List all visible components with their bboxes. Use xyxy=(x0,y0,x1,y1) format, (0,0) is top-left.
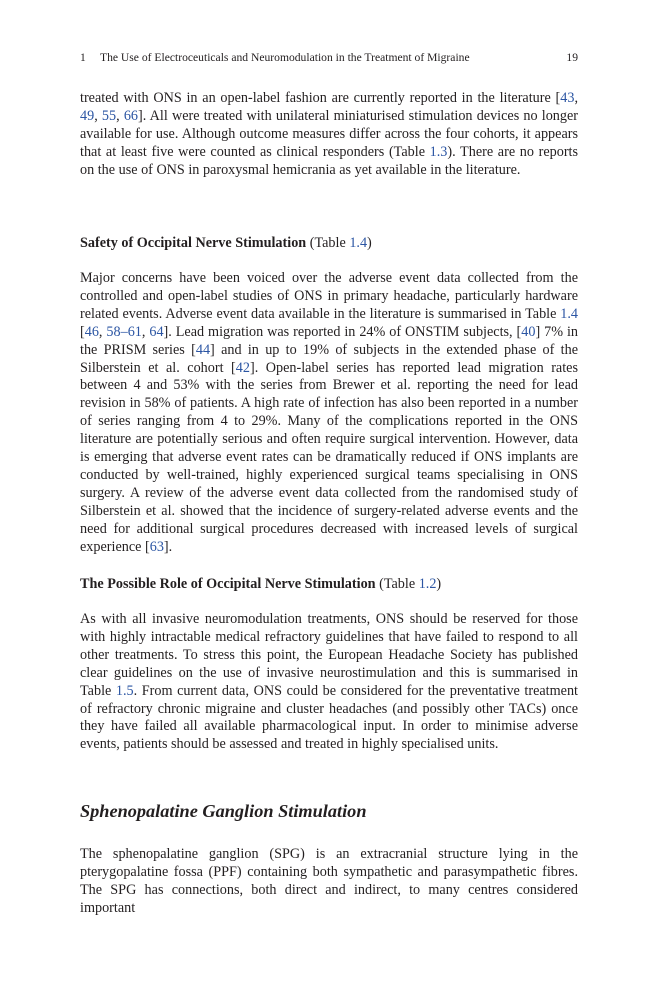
paragraph-spg-intro xyxy=(80,846,578,918)
table-reference-link[interactable]: 1.3 xyxy=(429,143,448,160)
chapter-number: 1 xyxy=(80,51,86,64)
text-run: [ xyxy=(80,323,85,340)
text-run: . From current data, ONS could be considered for the preventative treatment of refractory chronic migraine and cluster headaches (and possibly other TACs) once they have failed all available pharmacological input. In order to minimise adverse events, patients should be assessed and treated in highly specialised units. xyxy=(80,682,578,753)
subheading-safety xyxy=(80,234,578,252)
running-head xyxy=(80,51,578,65)
citation-link[interactable]: 63 xyxy=(149,538,164,555)
text-run: As with all invasive neuromodulation treatments, ONS should be reserved for those with highly intractable medical refractory guidelines that have failed to respond to all other treatments. To stress this point, the European Headache Society has published clear guidelines on the use of invasive neurostimulation and this is summarised in Table xyxy=(80,611,578,699)
text-run: ]. Open-label series has reported lead migration rates between 4 and 53% with the series from Brewer et al. reporting the need for lead revision in 58% of patients. A high rate of infection has also been reported in a number of series ranging from 4 to 29%. Many of the complications reported in the ONS literature are potentially serious and often require surgical intervention. However, data is emerging that adverse event rates can be dramatically reduced if ONS implants are conducted by well-trained, highly experienced surgical teams specialising in ONS surgery. A review of the adverse event data collected from the randomised study of Silberstein et al. showed that the incidence of surgery-related adverse events and the need for additional surgical procedures decreased with increased levels of surgical experience [ xyxy=(80,359,578,555)
citation-link[interactable]: 66 xyxy=(123,107,138,124)
subheading-title: The Possible Role of Occipital Nerve Stimulation xyxy=(80,576,376,592)
text-run: , xyxy=(116,107,124,124)
text-run: , xyxy=(574,90,578,106)
paragraph-possible-role xyxy=(80,611,578,754)
citation-link[interactable]: 49 xyxy=(80,107,95,124)
text-run: ] and in up to 19% of subjects in the extended phase of the Silberstein et al. cohort [ xyxy=(80,341,578,376)
citation-link[interactable]: 64 xyxy=(149,323,164,340)
text-run: ) xyxy=(367,235,372,251)
citation-link[interactable]: 43 xyxy=(560,90,575,106)
text-run: Major concerns have been voiced over the adverse event data collected from the controlled and open-label studies of ONS in primary headache, particularly hardware related events. Adverse event data available in the literature is summarised in Table xyxy=(80,270,578,322)
section-heading-spg: Sphenopalatine Ganglion Stimulation xyxy=(80,801,367,821)
text-run: , xyxy=(94,107,102,124)
table-reference-link[interactable]: 1.2 xyxy=(418,576,437,592)
text-run: , xyxy=(141,323,150,340)
text-run: The sphenopalatine ganglion (SPG) is an extracranial structure lying in the pterygopalatine fossa (PPF) containing both sympathetic and parasympathetic fibres. The SPG has connections, both direct and indirect, to many centres considered important xyxy=(80,846,578,916)
citation-link[interactable]: 58–61 xyxy=(106,323,142,340)
text-run: ) xyxy=(436,576,442,592)
table-reference-link[interactable]: 1.4 xyxy=(560,305,578,322)
page-number: 19 xyxy=(566,51,578,64)
citation-link[interactable]: 42 xyxy=(235,359,250,376)
chapter-title: The Use of Electroceuticals and Neuromodulation in the Treatment of Migraine xyxy=(100,51,470,64)
paragraph-adverse-events xyxy=(80,270,578,557)
text-run: , xyxy=(98,323,107,340)
text-run: ] 7% in the PRISM series [ xyxy=(80,323,578,358)
text-run: ]. All were treated with unilateral miniaturised stimulation devices no longer available for use. Although outcome measures differ across the four cohorts, it appears that at least five were counted as clinical responders (Table xyxy=(80,107,579,160)
table-reference-link[interactable]: 1.4 xyxy=(349,235,368,251)
text-run: ]. Lead migration was reported in 24% of ONSTIM subjects, [ xyxy=(163,323,522,340)
text-run: treated with ONS in an open-label fashion are currently reported in the literature [ xyxy=(80,90,561,106)
citation-link[interactable]: 46 xyxy=(84,323,99,340)
table-reference-link[interactable]: 1.5 xyxy=(115,682,134,699)
text-run: (Table xyxy=(375,576,419,592)
citation-link[interactable]: 44 xyxy=(195,341,211,358)
citation-link[interactable]: 40 xyxy=(521,323,536,340)
citation-link[interactable]: 55 xyxy=(101,107,117,124)
text-run: ). There are no reports on the use of ONS in paroxysmal hemicrania as yet available in the literature. xyxy=(80,143,579,178)
paragraph-ons-cohorts xyxy=(80,90,578,180)
subheading-possible-role xyxy=(80,575,578,593)
subheading-title: Safety of Occipital Nerve Stimulation xyxy=(80,235,307,251)
text-run: (Table xyxy=(306,235,350,251)
text-run: ]. xyxy=(163,538,173,555)
